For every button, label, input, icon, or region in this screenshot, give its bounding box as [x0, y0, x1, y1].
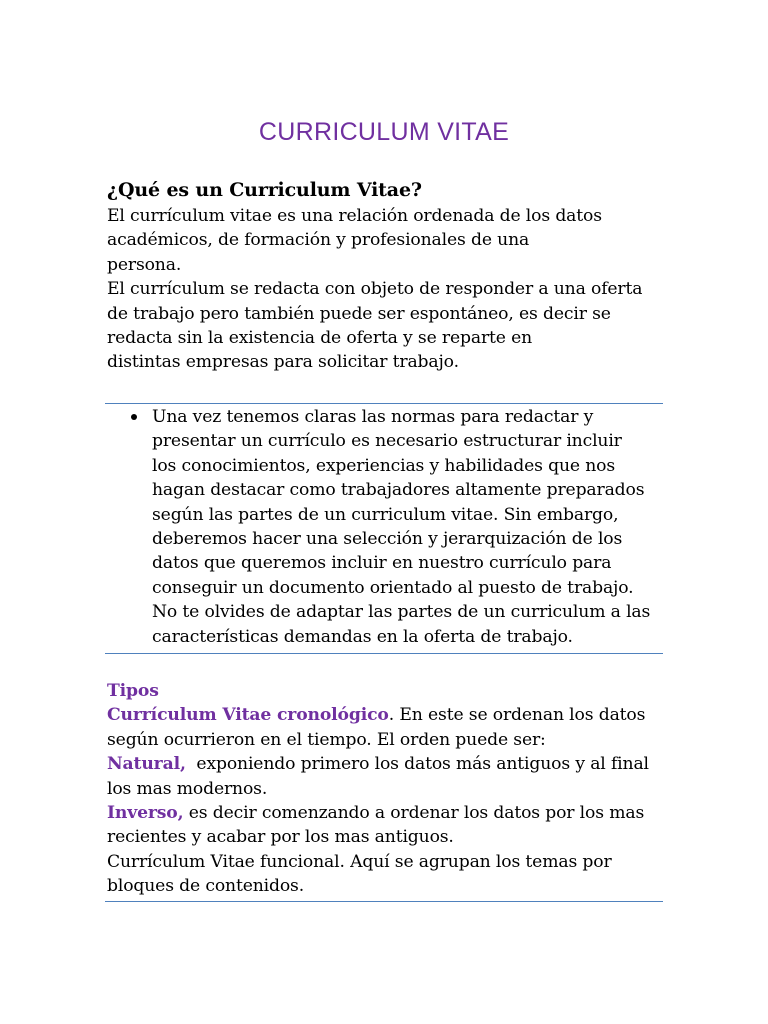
- intro-line: académicos, de formación y profesionales de una: [107, 230, 530, 251]
- cronologico-label: Currículum Vitae cronológico: [107, 705, 389, 726]
- bullet-line: características demandas en la oferta de trabajo.: [152, 626, 573, 647]
- document-title: CURRICULUM VITAE: [258, 118, 510, 146]
- intro-line: El currículum vitae es una relación ordenada de los datos: [107, 206, 602, 226]
- funcional-line-2: bloques de contenidos.: [107, 876, 305, 897]
- intro-heading: ¿Qué es un Curriculum Vitae?: [107, 179, 422, 201]
- bullet-line: según las partes de un curriculum vitae. Sin embargo,: [152, 504, 619, 525]
- bullet-icon: [131, 414, 137, 420]
- inverso-line: [107, 801, 667, 825]
- bullet-line: los conocimientos, experiencias y habilidades que nos: [152, 455, 616, 476]
- inverso-text: es decir comenzando a ordenar los datos por los mas: [183, 803, 645, 824]
- bullet-line: hagan destacar como trabajadores altamente preparados: [152, 480, 645, 501]
- natural-line-2: los mas modernos.: [107, 778, 268, 799]
- section-divider: [105, 901, 663, 902]
- section-divider: [105, 403, 663, 404]
- inverso-label: Inverso,: [107, 803, 184, 824]
- natural-line: [107, 752, 667, 776]
- section-divider: [105, 653, 663, 654]
- bullet-line: deberemos hacer una selección y jerarquización de los: [152, 529, 623, 550]
- bullet-line: No te olvides de adaptar las partes de un curriculum a las: [152, 602, 651, 623]
- intro-line: El currículum se redacta con objeto de responder a una oferta: [107, 279, 643, 300]
- funcional-line: Currículum Vitae funcional. Aquí se agrupan los temas por: [107, 851, 612, 872]
- natural-text: exponiendo primero los datos más antiguos y al final: [185, 754, 649, 775]
- bullet-paragraph: [152, 405, 672, 649]
- inverso-line-2: recientes y acabar por los mas antiguos.: [107, 827, 454, 848]
- intro-section: [107, 176, 667, 375]
- bullet-line: Una vez tenemos claras las normas para redactar y: [152, 407, 594, 427]
- natural-label: Natural,: [107, 754, 186, 775]
- cronologico-line: [107, 703, 667, 727]
- bullet-line: conseguir un documento orientado al puesto de trabajo.: [152, 577, 634, 598]
- cronologico-text: . En este se ordenan los datos: [388, 705, 646, 726]
- intro-line: distintas empresas para solicitar trabajo.: [107, 352, 459, 373]
- intro-line: redacta sin la existencia de oferta y se reparte en: [107, 328, 533, 349]
- tipos-section: [107, 679, 667, 899]
- cronologico-line-2: según ocurrieron en el tiempo. El orden puede ser:: [107, 729, 546, 750]
- intro-line: persona.: [107, 254, 182, 275]
- bullet-line: presentar un currículo es necesario estructurar incluir: [152, 431, 622, 452]
- bullet-line: datos que queremos incluir en nuestro currículo para: [152, 553, 612, 574]
- intro-line: de trabajo pero también puede ser espontáneo, es decir se: [107, 303, 611, 324]
- tipos-heading: Tipos: [107, 681, 159, 701]
